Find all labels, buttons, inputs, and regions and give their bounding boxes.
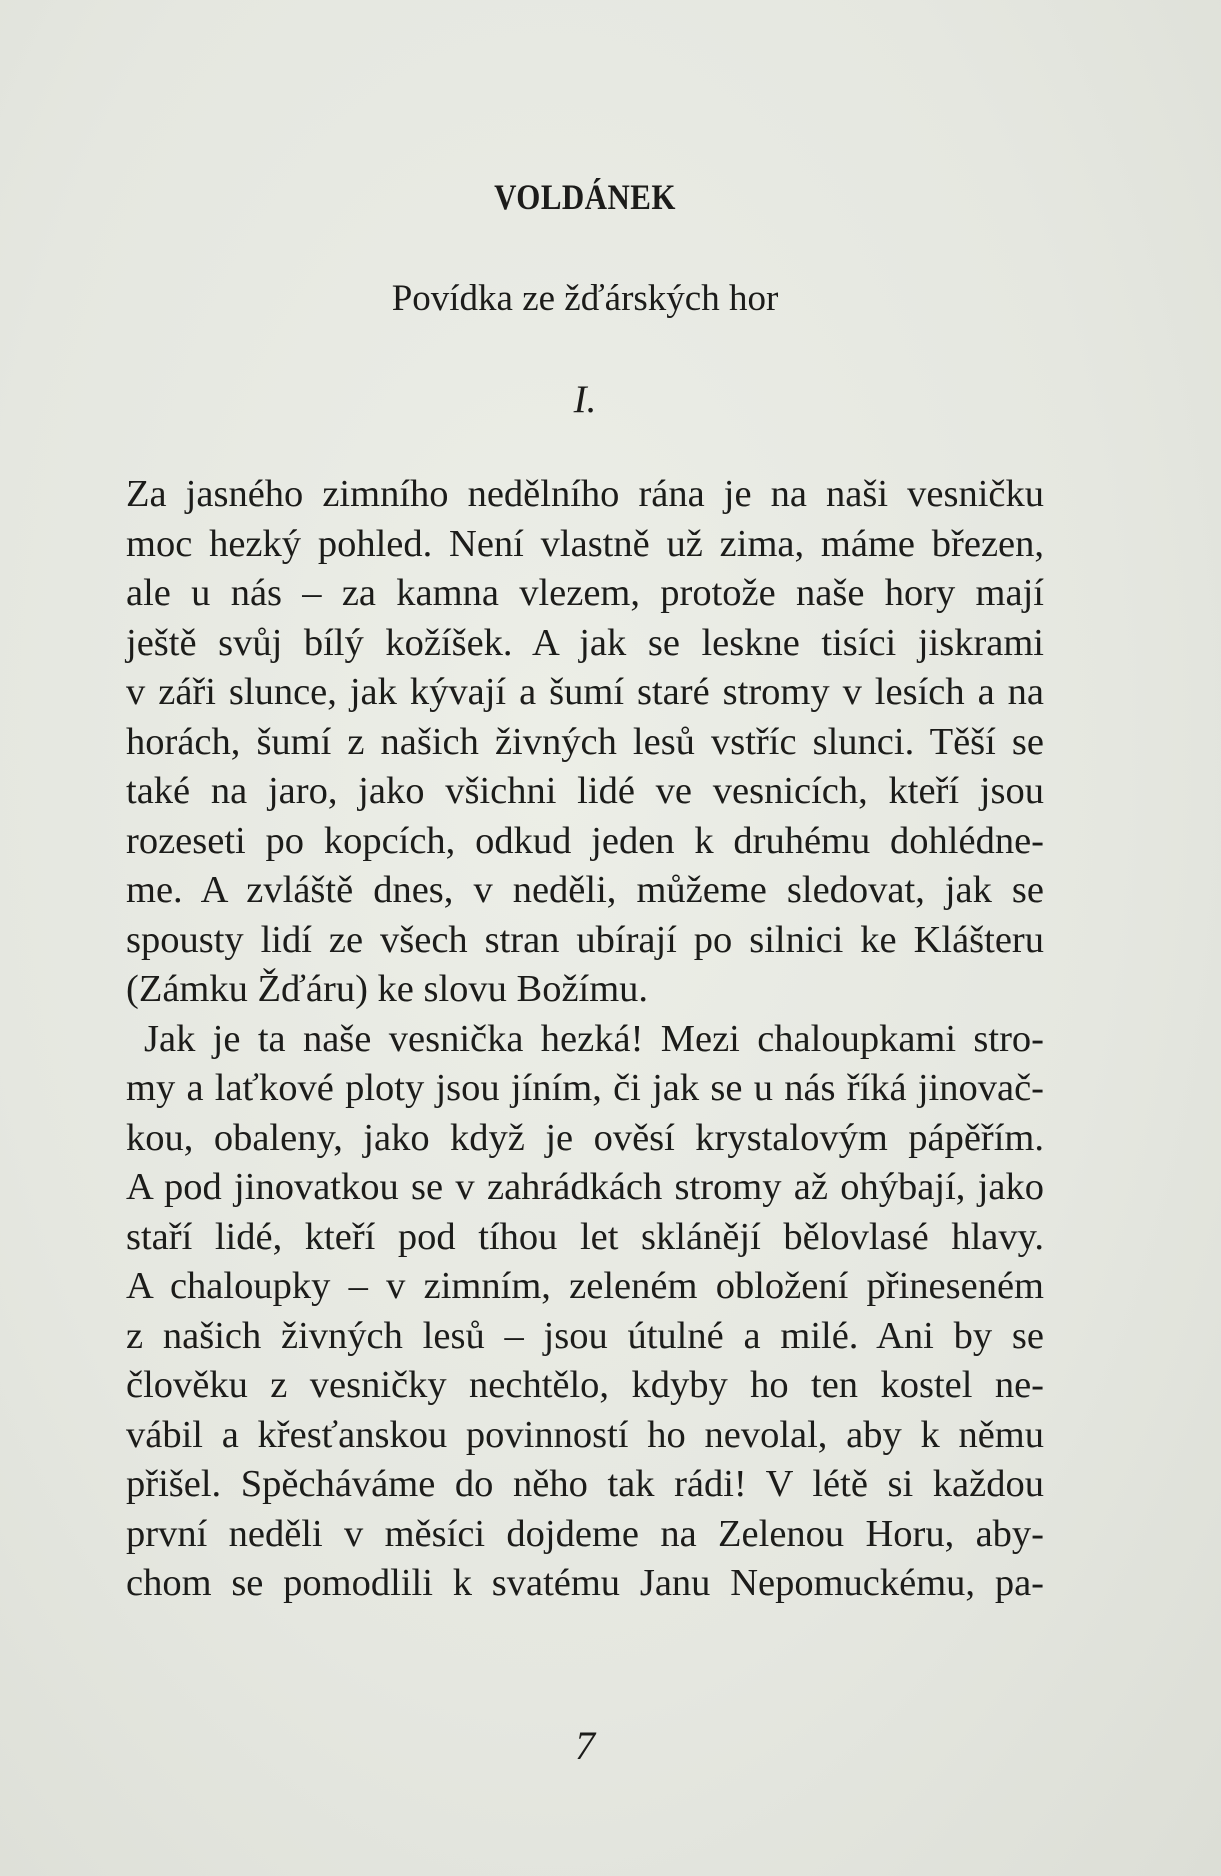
text-line: první neděli v měsíci dojdeme na Zelenou Horu, aby-	[126, 1512, 1044, 1555]
chapter-number: I.	[573, 378, 597, 421]
text-line: rozeseti po kopcích, odkud jeden k druhému dohlédne-	[126, 819, 1044, 862]
text-line: ale u nás – za kamna vlezem, protože naše hory mají	[126, 572, 1044, 614]
text-line: spousty lidí ze všech stran ubírají po silnici ke Klášteru	[126, 918, 1044, 961]
text-line: staří lidé, kteří pod tíhou let sklánějí bělovlasé hlavy.	[126, 1215, 1044, 1258]
text-line: člověku z vesničky nechtělo, kdyby ho ten kostel ne-	[126, 1364, 1044, 1406]
text-line: my a laťkové ploty jsou jíním, či jak se u nás říká jinovač-	[126, 1067, 1044, 1109]
text-line: z našich živných lesů – jsou útulné a milé. Ani by se	[126, 1314, 1044, 1357]
text-line: Jak je ta naše vesnička hezká! Mezi chaloupkami stro-	[144, 1017, 1044, 1060]
text-line: Za jasného zimního nedělního rána je na naši vesničku	[126, 473, 1044, 515]
page-number: 7	[575, 1723, 595, 1768]
text-line: ještě svůj bílý kožíšek. A jak se leskne tisíci jiskrami	[126, 621, 1044, 664]
story-subtitle: Povídka ze žďárských hor	[391, 278, 779, 319]
text-line: také na jaro, jako všichni lidé ve vesnicích, kteří jsou	[126, 770, 1044, 812]
story-title: VOLDÁNEK	[494, 177, 676, 217]
body-text	[126, 470, 1044, 1609]
text-line: me. A zvláště dnes, v neděli, můžeme sledovat, jak se	[126, 869, 1044, 911]
text-line: horách, šumí z našich živných lesů vstříc slunci. Těší se	[126, 720, 1044, 763]
text-line: v záři slunce, jak kývají a šumí staré stromy v lesích a na	[126, 671, 1044, 713]
text-line: A chaloupky – v zimním, zeleném obložení přineseném	[126, 1265, 1044, 1307]
text-line: kou, obaleny, jako když je ověsí krystalovým pápěřím.	[126, 1116, 1044, 1159]
text-line: moc hezký pohled. Není vlastně už zima, máme březen,	[126, 522, 1044, 565]
text-line: přišel. Spěcháváme do něho tak rádi! V létě si každou	[126, 1463, 1044, 1505]
text-line: vábil a křesťanskou povinností ho nevolal, aby k němu	[126, 1413, 1044, 1456]
text-line: (Zámku Žďáru) ke slovu Božímu.	[126, 968, 649, 1010]
text-line: A pod jinovatkou se v zahrádkách stromy až ohýbají, jako	[126, 1166, 1044, 1208]
text-line: chom se pomodlili k svatému Janu Nepomuckému, pa-	[126, 1562, 1044, 1604]
